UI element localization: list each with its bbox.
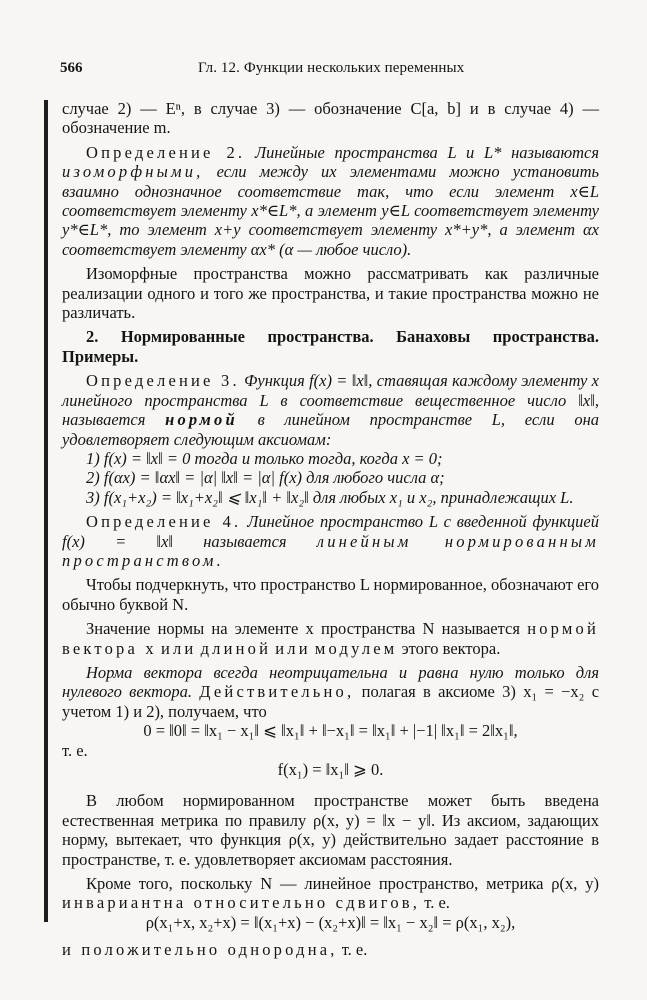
norm-value-text-b: или: [160, 638, 197, 658]
metric-paragraph: В любом нормированном пространстве может быть введена естественная метрика по правилу ρ(x, y) = ‖x − y‖. Из аксиом, задающих норму, вытекает, что функция ρ(x, y) действительно задает расстояние в пространстве, т. е. удовлетворяет аксиомам расстояния.: [62, 791, 599, 869]
formula-shift-invariance: ρ(x₁+x, x₂+x) = ‖(x₁+x) − (x₂+x)‖ = ‖x₁ − x₂‖ = ρ(x₁, x₂),: [145, 912, 516, 932]
invariance-text-a: Кроме того, поскольку N — линейное пространство, метрика ρ(x, y): [86, 874, 599, 894]
definition-3-term: нормой: [165, 410, 238, 430]
chapter-title: Гл. 12. Функции нескольких переменных: [198, 60, 465, 76]
norm-value-text-c: или: [275, 638, 311, 658]
nonnegativity-text: полагая в аксиоме 3) x₁ = −x₂ с учетом 1) и 2), получаем, что: [62, 682, 600, 721]
norm-value-term-b: длиной: [200, 638, 272, 658]
homogeneity-line: [62, 940, 599, 959]
definition-2-label: Определение 2.: [86, 142, 246, 162]
formula-nonnegative: f(x₁) = ‖x₁‖ ⩾ 0.: [277, 760, 384, 779]
homogeneity-text: т. е.: [341, 940, 368, 960]
definition-2-text-a: Линейные пространства L и L* называются: [254, 142, 599, 162]
definition-2-term: изоморфными,: [62, 162, 204, 182]
te-text: т. е.: [62, 740, 88, 760]
invariance-term: инвариантна относительно сдвигов,: [62, 893, 421, 913]
margin-rule: [44, 100, 48, 922]
norm-value-paragraph: [62, 619, 599, 658]
definition-2-text-b: если между их элементами можно установить взаимно однозначное соответствие так, что если элемент x∈L соответствует элементу x*∈L*, а элемент y∈L соответствует элементу y*∈L*, то элемент x+y соответствует элементу x*+y*, а элемент αx соответствует элементу αx* (α — любое число).: [62, 162, 600, 259]
definition-3-text-a: Функция f(x) = ‖x‖, ставящая каждому элементу x линейного пространства L в соответствие вещественное число ‖x‖, называется: [62, 371, 599, 430]
axiom-2: 2) f(αx) = ‖αx‖ = |α| ‖x‖ = |α| f(x) для любого числа α;: [86, 468, 445, 488]
definition-4: [62, 512, 599, 570]
norm-value-text-a: Значение нормы на элементе x пространства N называется: [86, 619, 520, 639]
text-column: [62, 99, 599, 960]
definition-4-label: Определение 4.: [86, 512, 242, 532]
nonnegativity-paragraph: [62, 663, 599, 721]
homogeneity-term: и положительно однородна,: [62, 940, 338, 960]
definition-2: [62, 143, 599, 259]
invariance-text-b: т. е.: [424, 893, 450, 913]
norm-value-term-c: модулем: [314, 638, 398, 658]
invariance-paragraph: [62, 874, 599, 913]
isomorphism-note: Изоморфные пространства можно рассматривать как различные реализации одного и того же пространства, и такие пространства можно не различать.: [62, 264, 599, 323]
definition-3: [62, 371, 599, 449]
axiom-1: 1) f(x) = ‖x‖ = 0 тогда и только тогда, когда x = 0;: [86, 448, 443, 468]
formula-norm-zero: 0 = ‖0‖ = ‖x₁ − x₁‖ ⩽ ‖x₁‖ + ‖−x₁‖ = ‖x₁‖ + |−1| ‖x₁‖ = 2‖x₁‖,: [143, 721, 518, 741]
definition-4-text-a: Линейное пространство L с введенной функцией f(x) = ‖x‖ называется: [62, 512, 599, 551]
definition-3-text-b: в линейном пространстве L, если она удовлетворяет следующим аксиомам:: [62, 410, 600, 449]
definition-4-term: линейным нормированным пространством.: [62, 531, 600, 570]
axiom-3: 3) f(x₁+x₂) = ‖x₁+x₂‖ ⩽ ‖x₁‖ + ‖x₂‖ для любых x₁ и x₂, принадлежащих L.: [86, 487, 574, 507]
definition-3-label: Определение 3.: [86, 371, 240, 391]
page-number: 566: [60, 60, 83, 76]
nonnegativity-claim: Норма вектора всегда неотрицательна и равна нулю только для нулевого вектора.: [62, 662, 599, 702]
paragraph-continuation: случае 2) — Eⁿ, в случае 3) — обозначение C[a, b] и в случае 4) — обозначение m.: [62, 99, 599, 138]
norm-value-term-a: нормой вектора x: [62, 619, 599, 658]
norm-value-text-d: этого вектора.: [401, 638, 501, 658]
notation-paragraph: Чтобы подчеркнуть, что пространство L нормированное, обозначают его обычно буквой N.: [62, 575, 599, 614]
nonnegativity-word: Действительно,: [199, 682, 355, 702]
section-heading: 2. Нормированные пространства. Банаховы пространства. Примеры.: [62, 327, 599, 366]
